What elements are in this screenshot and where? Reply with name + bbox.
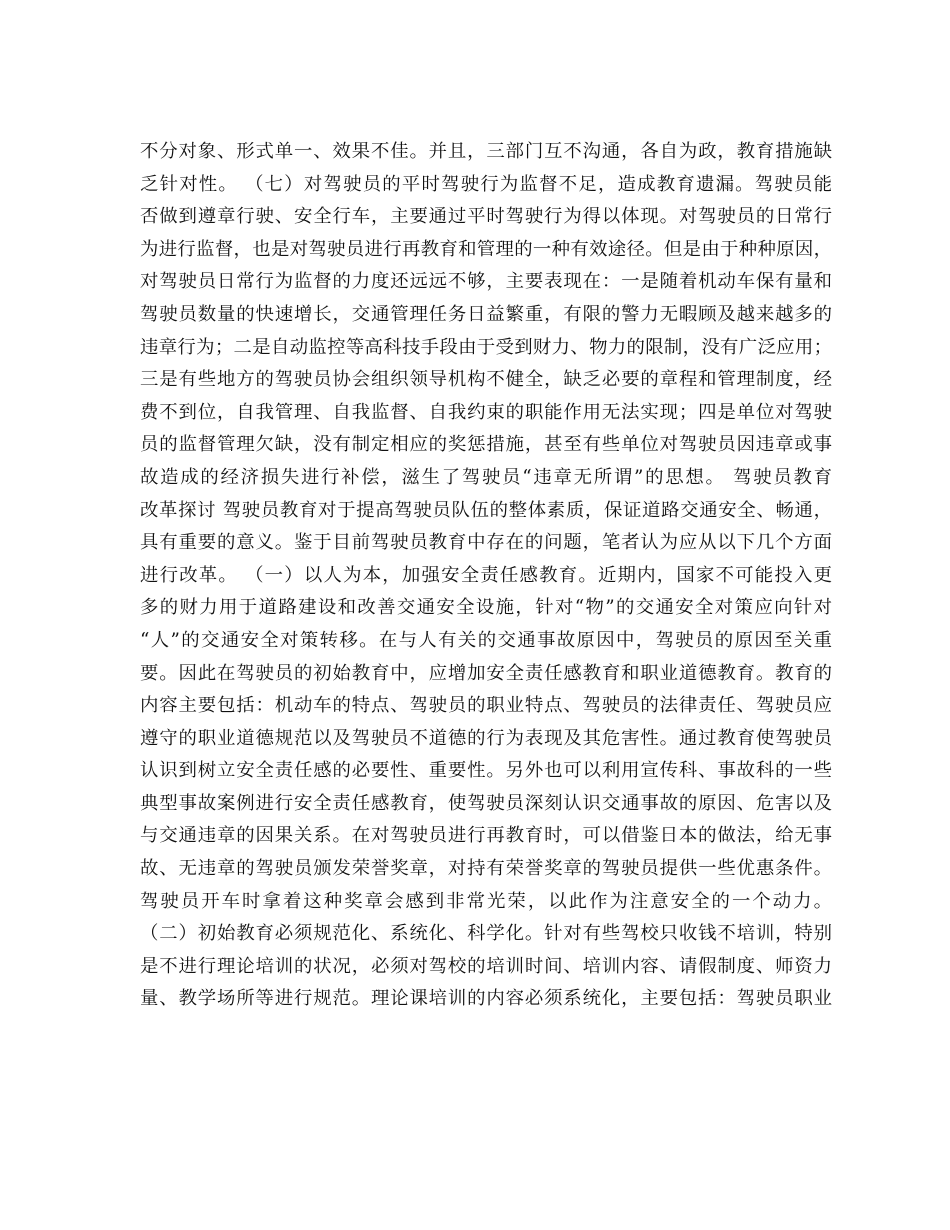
- text-line: 否做到遵章行驶、安全行车，主要通过平时驾驶行为得以体现。对驾驶员的日常行: [140, 206, 832, 228]
- text-line: 费不到位，自我管理、自我监督、自我约束的职能作用无法实现；四是单位对驾驶: [140, 401, 832, 423]
- text-line: 要。因此在驾驶员的初始教育中，应增加安全责任感教育和职业道德教育。教育的: [140, 662, 832, 684]
- text-line: 为进行监督，也是对驾驶员进行再教育和管理的一种有效途径。但是由于种种原因，: [140, 238, 832, 260]
- text-line: 与交通违章的因果关系。在对驾驶员进行再教育时，可以借鉴日本的做法，给无事: [140, 825, 832, 847]
- text-line: 多的财力用于道路建设和改善交通安全设施，针对“物”的交通安全对策应向针对: [140, 597, 832, 619]
- text-line: 不分对象、形式单一、效果不佳。并且，三部门互不沟通，各自为政，教育措施缺: [140, 141, 832, 162]
- text-line: 驾驶员数量的快速增长，交通管理任务日益繁重，有限的警力无暇顾及越来越多的: [140, 303, 832, 325]
- text-line: 故、无违章的驾驶员颁发荣誉奖章，对持有荣誉奖章的驾驶员提供一些优惠条件。: [140, 858, 832, 880]
- text-line: 认识到树立安全责任感的必要性、重要性。另外也可以利用宣传科、事故科的一些: [140, 760, 832, 782]
- text-line: 是不进行理论培训的状况，必须对驾校的培训时间、培训内容、请假制度、师资力: [140, 955, 832, 977]
- text-line: 内容主要包括：机动车的特点、驾驶员的职业特点、驾驶员的法律责任、驾驶员应: [140, 695, 832, 717]
- text-line: “人”的交通安全对策转移。在与人有关的交通事故原因中，驾驶员的原因至关重: [140, 629, 832, 651]
- text-line: 故造成的经济损失进行补偿，滋生了驾驶员“违章无所谓”的思想。 驾驶员教育: [140, 466, 832, 488]
- text-line: 改革探讨 驾驶员教育对于提高驾驶员队伍的整体素质，保证道路交通安全、畅通，: [140, 499, 832, 521]
- body-text: [140, 136, 832, 1016]
- text-line: 具有重要的意义。鉴于目前驾驶员教育中存在的问题，笔者认为应从以下几个方面: [140, 532, 832, 554]
- text-line: 员的监督管理欠缺，没有制定相应的奖惩措施，甚至有些单位对驾驶员因违章或事: [140, 434, 832, 456]
- text-line: 量、教学场所等进行规范。理论课培训的内容必须系统化，主要包括：驾驶员职业: [140, 988, 832, 1010]
- text-line: 三是有些地方的驾驶员协会组织领导机构不健全，缺乏必要的章程和管理制度，经: [140, 369, 832, 391]
- text-line: 乏针对性。 （七）对驾驶员的平时驾驶行为监督不足，造成教育遗漏。驾驶员能: [140, 173, 832, 195]
- text-line: 典型事故案例进行安全责任感教育，使驾驶员深刻认识交通事故的原因、危害以及: [140, 792, 832, 814]
- text-line: 进行改革。 （一）以人为本，加强安全责任感教育。近期内，国家不可能投入更: [140, 564, 832, 586]
- text-line: 违章行为；二是自动监控等高科技手段由于受到财力、物力的限制，没有广泛应用；: [140, 336, 832, 358]
- text-line: 驾驶员开车时拿着这种奖章会感到非常光荣，以此作为注意安全的一个动力。: [140, 890, 832, 912]
- text-line: 遵守的职业道德规范以及驾驶员不道德的行为表现及其危害性。通过教育使驾驶员: [140, 727, 832, 749]
- text-line: 对驾驶员日常行为监督的力度还远远不够，主要表现在：一是随着机动车保有量和: [140, 271, 832, 293]
- text-line: （二）初始教育必须规范化、系统化、科学化。针对有些驾校只收钱不培训，特别: [140, 923, 832, 945]
